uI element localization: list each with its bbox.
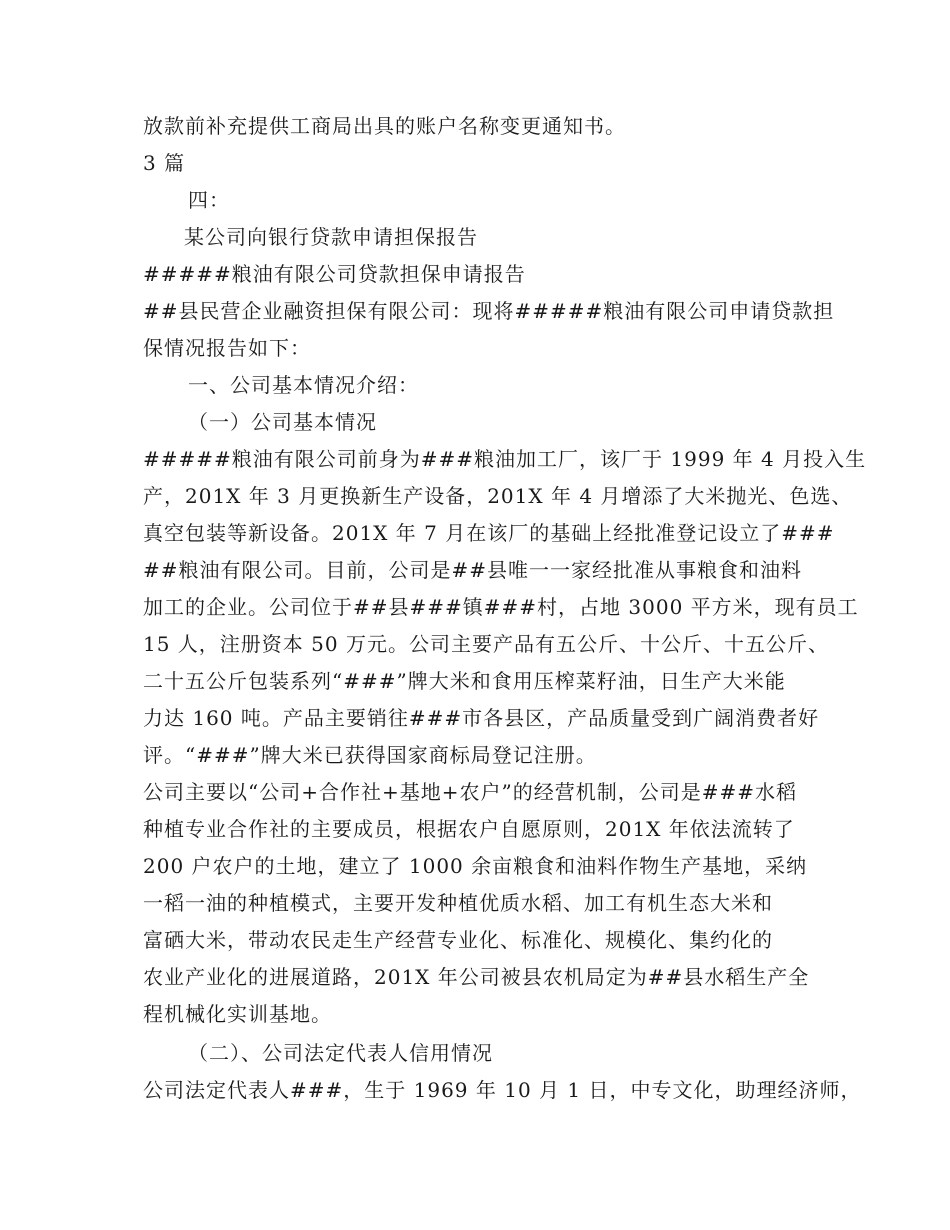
paragraph-line: #####粮油有限公司前身为###粮油加工厂，该厂于 1999 年 4 月投入生	[143, 447, 867, 471]
paragraph-line: 一稻一油的种植模式，主要开发种植优质水稻、加工有机生态大米和	[143, 891, 773, 915]
salutation-line: 保情况报告如下：	[143, 336, 311, 360]
section-heading: 四：	[188, 188, 230, 212]
paragraph-line: 程机械化实训基地。	[143, 1002, 332, 1026]
paragraph-line: 力达 160 吨。产品主要销往###市各县区，产品质量受到广阔消费者好	[143, 706, 820, 730]
subheading-basic-info: （一）公司基本情况	[188, 410, 377, 434]
paragraph-line: 15 人，注册资本 50 万元。公司主要产品有五公斤、十公斤、十五公斤、	[143, 632, 829, 656]
paragraph-line: ##粮油有限公司。目前，公司是##县唯一一家经批准从事粮食和油料	[143, 558, 803, 582]
paragraph-line: 放款前补充提供工商局出具的账户名称变更通知书。	[143, 114, 626, 138]
report-subtitle: #####粮油有限公司贷款担保申请报告	[143, 262, 526, 286]
section-count: 3 篇	[143, 151, 186, 175]
paragraph-line: 产，201X 年 3 月更换新生产设备，201X 年 4 月增添了大米抛光、色选、	[143, 484, 853, 508]
paragraph-line: 种植专业合作社的主要成员，根据农户自愿原则，201X 年依法流转了	[143, 817, 795, 841]
paragraph-line: 公司主要以“公司+合作社+基地+农户”的经营机制，公司是###水稻	[143, 780, 797, 804]
paragraph-line: 200 户农户的土地，建立了 1000 余亩粮食和油料作物生产基地，采纳	[143, 854, 808, 878]
paragraph-line: 评。“###”牌大米已获得国家商标局登记注册。	[143, 743, 597, 767]
paragraph-line: 真空包装等新设备。201X 年 7 月在该厂的基础上经批准登记设立了###	[143, 521, 835, 545]
salutation-line: ##县民营企业融资担保有限公司：现将#####粮油有限公司申请贷款担	[143, 299, 835, 323]
report-title: 某公司向银行贷款申请担保报告	[184, 225, 478, 249]
paragraph-line: 富硒大米，带动农民走生产经营专业化、标准化、规模化、集约化的	[143, 928, 773, 952]
paragraph-line: 公司法定代表人###，生于 1969 年 10 月 1 日，中专文化，助理经济师，	[143, 1078, 862, 1102]
subheading-legal-representative: （二）、公司法定代表人信用情况	[188, 1041, 493, 1065]
heading-basic-info: 一、公司基本情况介绍：	[188, 373, 419, 397]
paragraph-line: 农业产业化的进展道路，201X 年公司被县农机局定为##县水稻生产全	[143, 965, 810, 989]
paragraph-line: 加工的企业。公司位于##县###镇###村，占地 3000 平方米，现有员工	[143, 595, 859, 619]
paragraph-line: 二十五公斤包装系列“###”牌大米和食用压榨菜籽油，日生产大米能	[143, 669, 786, 693]
